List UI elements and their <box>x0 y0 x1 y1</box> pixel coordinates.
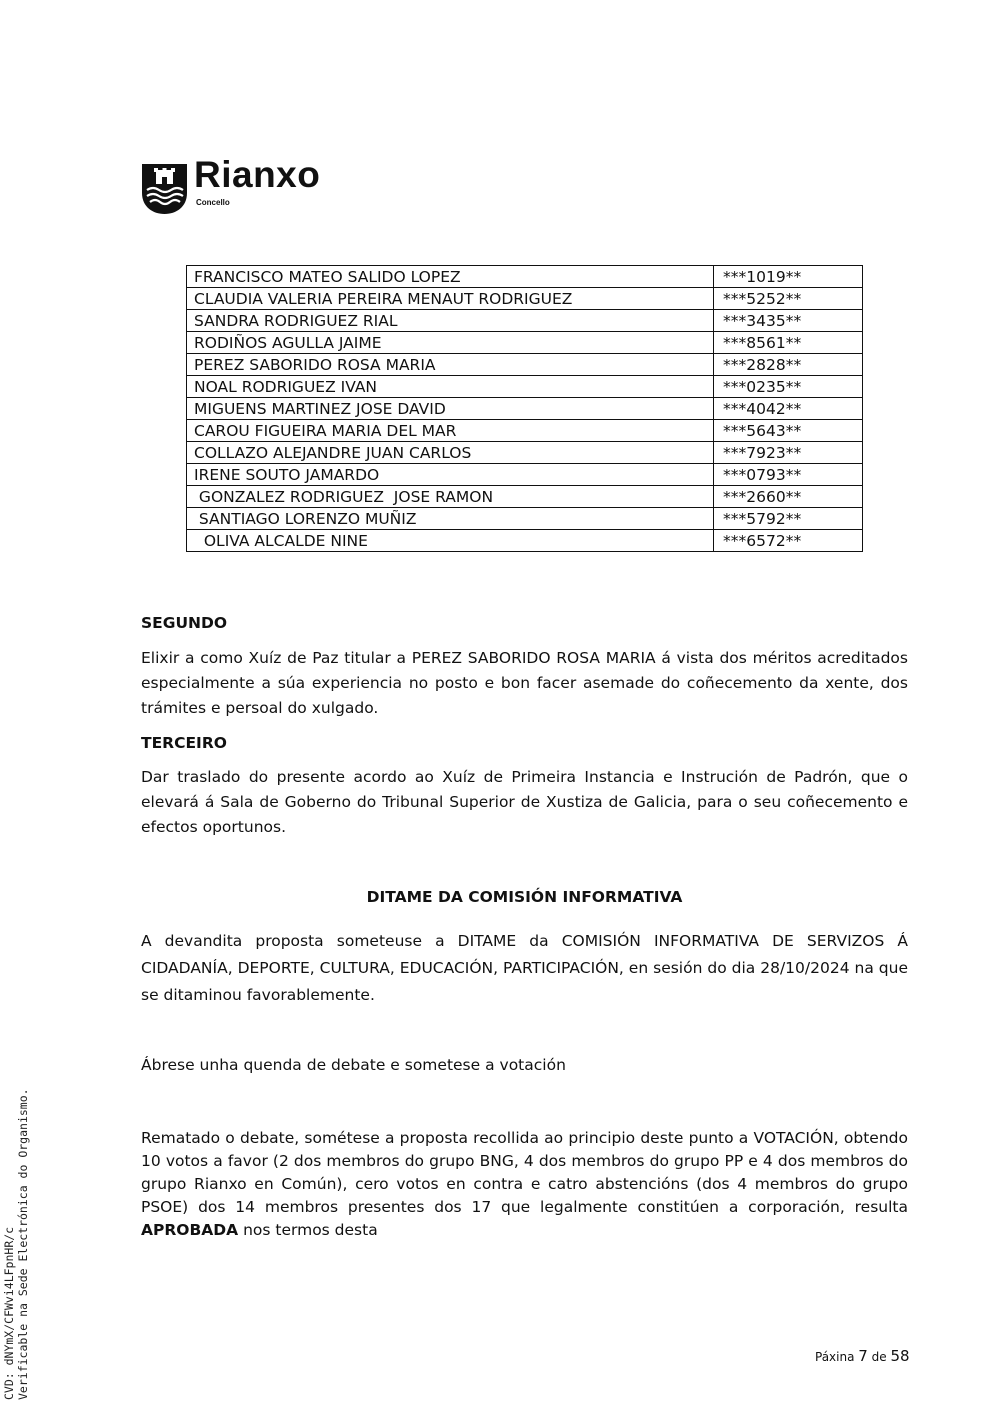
ditame-text: A devandita proposta someteuse a DITAME da COMISIÓN INFORMATIVA DE SERVIZOS Á CIDADANÍA, DEPORTE, CULTURA, EDUCACIÓN, PARTICIPACIÓN, en sesión do dia 28/10/2024 na que se ditaminou favorablemente. <box>141 932 908 1004</box>
page-number: 7 <box>858 1347 868 1365</box>
debate-text: Ábrese unha quenda de debate e sometese a votación <box>141 1056 566 1074</box>
table-row <box>187 530 863 552</box>
rianxo-shield-icon <box>141 163 189 215</box>
applicant-id: ***7923** <box>714 442 863 464</box>
applicants-table-body <box>187 266 863 552</box>
page-footer <box>815 1347 910 1365</box>
applicant-name: SANTIAGO LORENZO MUÑIZ <box>187 508 714 530</box>
applicant-id: ***1019** <box>714 266 863 288</box>
table-row <box>187 376 863 398</box>
table-row <box>187 288 863 310</box>
logo-wordmark: Rianxo <box>194 154 321 195</box>
segundo-heading: SEGUNDO <box>141 614 228 632</box>
votacion-paragraph <box>141 1127 908 1242</box>
table-row <box>187 442 863 464</box>
applicant-id: ***2660** <box>714 486 863 508</box>
votacion-text-end: nos termos desta <box>238 1221 378 1239</box>
verification-note: Verificable na Sede Electrónica do Organismo. <box>16 1088 30 1400</box>
ditame-heading: DITAME DA COMISIÓN INFORMATIVA <box>366 888 683 906</box>
votacion-text: Rematado o debate, sométese a proposta recollida ao principio deste punto a VOTACIÓN, obtendo 10 votos a favor (2 dos membros do grupo BNG, 4 dos membros do grupo PP e 4 dos membros do grupo Rianxo en Común), cero votos en contra e catro abstencións (dos 4 membros do grupo PSOE) dos 14 membros presentes dos 17 que legalmente constitúen a corporación, resulta <box>141 1129 908 1216</box>
applicant-name: SANDRA RODRIGUEZ RIAL <box>187 310 714 332</box>
logo-subtitle: Concello <box>196 198 230 207</box>
concello-logo <box>141 154 351 215</box>
applicant-name: OLIVA ALCALDE NINE <box>187 530 714 552</box>
table-row <box>187 508 863 530</box>
applicant-name: CLAUDIA VALERIA PEREIRA MENAUT RODRIGUEZ <box>187 288 714 310</box>
table-row <box>187 420 863 442</box>
applicant-name: IRENE SOUTO JAMARDO <box>187 464 714 486</box>
applicant-name: CAROU FIGUEIRA MARIA DEL MAR <box>187 420 714 442</box>
applicant-id: ***0793** <box>714 464 863 486</box>
applicant-id: ***5643** <box>714 420 863 442</box>
terceiro-text: Dar traslado do presente acordo ao Xuíz de Primeira Instancia e Instrución de Padrón, que o elevará á Sala de Goberno do Tribunal Superior de Xustiza de Galicia, para o seu coñecemento e efectos oportunos. <box>141 768 908 836</box>
terceiro-heading: TERCEIRO <box>141 734 227 752</box>
votacion-result: APROBADA <box>141 1221 239 1239</box>
table-row <box>187 464 863 486</box>
table-row <box>187 332 863 354</box>
segundo-text: Elixir a como Xuíz de Paz titular a PEREZ SABORIDO ROSA MARIA á vista dos méritos acreditados especialmente a súa experiencia no posto e bon facer asemade do coñecemento da xente, dos trámites e persoal do xulgado. <box>141 649 908 717</box>
applicant-name: COLLAZO ALEJANDRE JUAN CARLOS <box>187 442 714 464</box>
table-row <box>187 310 863 332</box>
applicant-id: ***3435** <box>714 310 863 332</box>
applicant-id: ***0235** <box>714 376 863 398</box>
table-row <box>187 266 863 288</box>
applicant-id: ***6572** <box>714 530 863 552</box>
applicant-id: ***5252** <box>714 288 863 310</box>
table-row <box>187 354 863 376</box>
applicant-name: GONZALEZ RODRIGUEZ JOSE RAMON <box>187 486 714 508</box>
page-total: 58 <box>890 1347 910 1365</box>
page-label: Páxina <box>815 1350 855 1364</box>
applicant-name: RODIÑOS AGULLA JAIME <box>187 332 714 354</box>
applicant-name: PEREZ SABORIDO ROSA MARIA <box>187 354 714 376</box>
applicant-id: ***2828** <box>714 354 863 376</box>
applicant-name: NOAL RODRIGUEZ IVAN <box>187 376 714 398</box>
applicants-table <box>186 265 863 552</box>
page-of-label: de <box>871 1350 887 1364</box>
applicant-id: ***5792** <box>714 508 863 530</box>
table-row <box>187 398 863 420</box>
applicant-id: ***4042** <box>714 398 863 420</box>
verification-stamp <box>2 1088 30 1400</box>
applicant-name: MIGUENS MARTINEZ JOSE DAVID <box>187 398 714 420</box>
applicant-id: ***8561** <box>714 332 863 354</box>
verification-code: CVD: dNYmX/CFWvi4LFpnHR/c <box>2 1226 16 1400</box>
table-row <box>187 486 863 508</box>
applicant-name: FRANCISCO MATEO SALIDO LOPEZ <box>187 266 714 288</box>
